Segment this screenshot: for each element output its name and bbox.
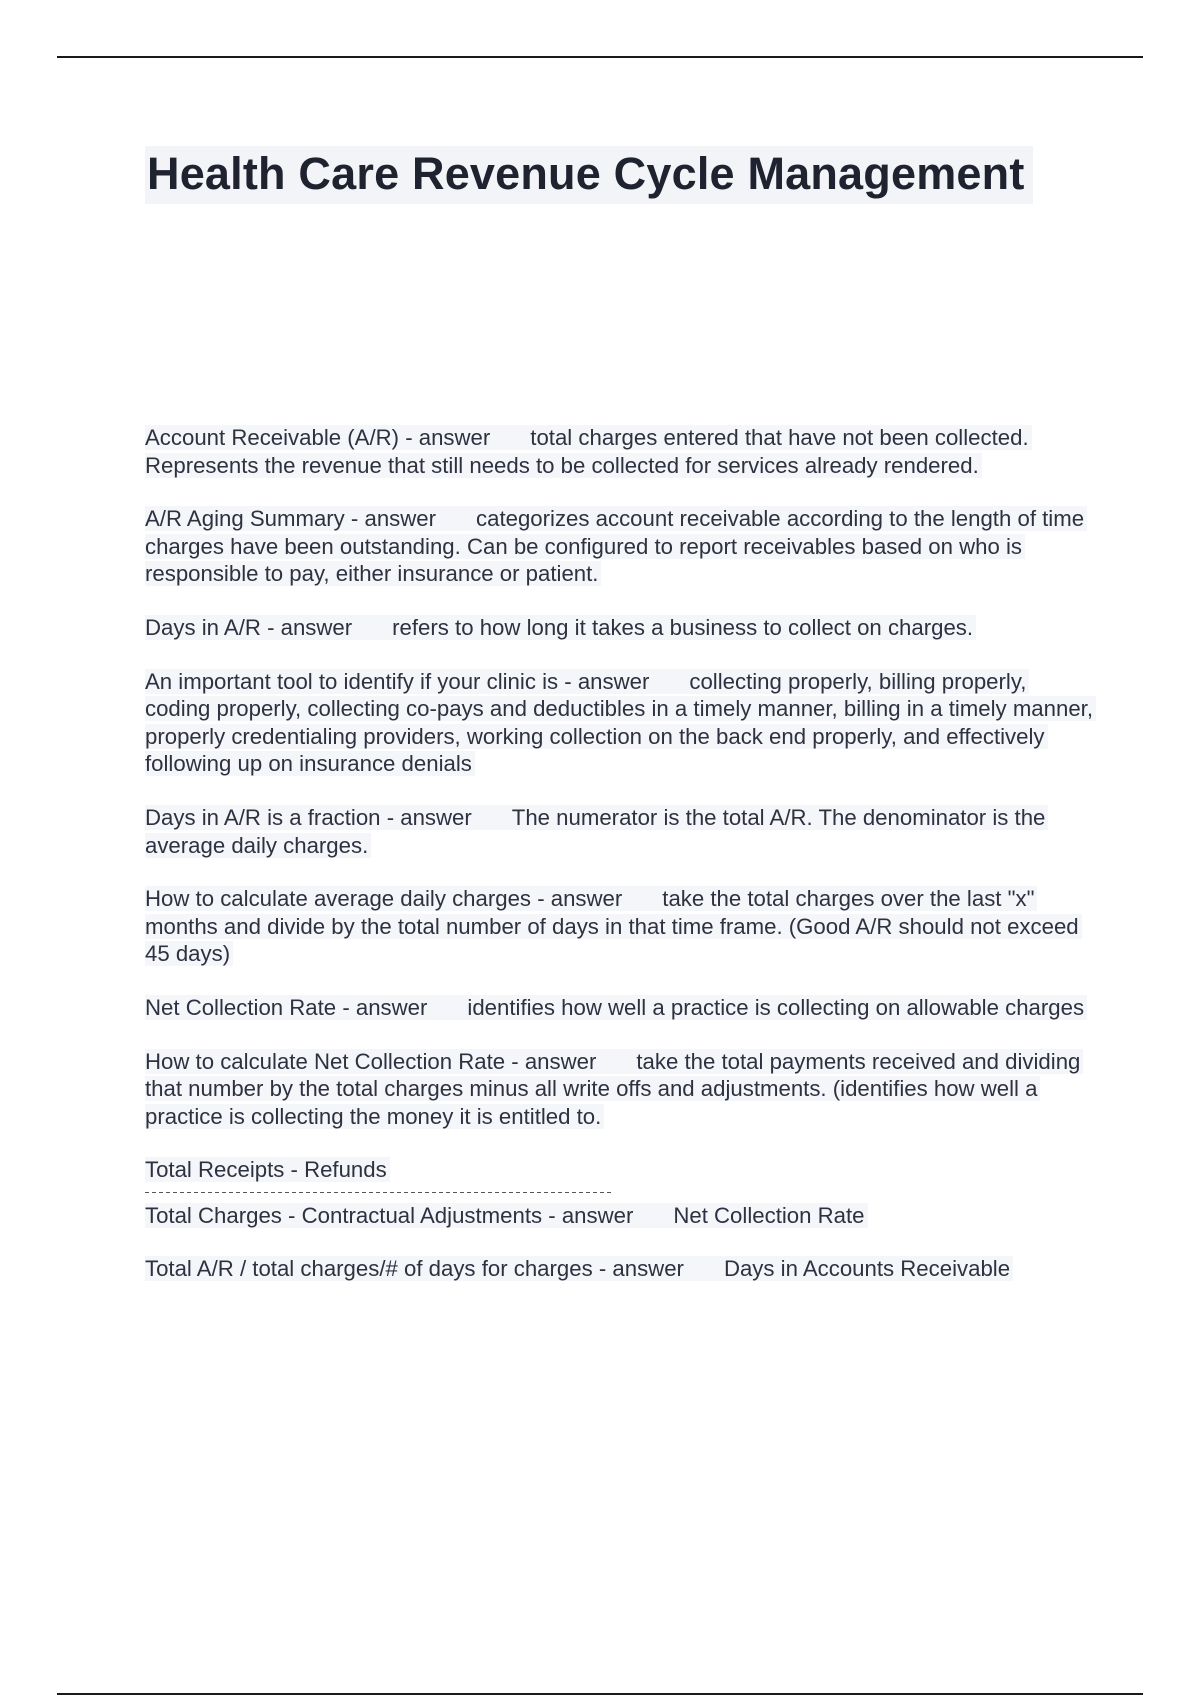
flashcard-entry <box>145 885 1095 968</box>
entry-definition: categorizes account receivable according to the length of time charges have been outstanding. Can be configured to report receivables based on who is responsible to pay, either insurance or patient. <box>145 506 1085 587</box>
entry-definition: take the total payments received and dividing that number by the total charges minus all write offs and adjustments. (identifies how well a practice is collecting the money it is entitled to. <box>145 1048 1081 1129</box>
flashcard-entry <box>145 1255 1095 1283</box>
entry-definition: Net Collection Rate <box>673 1202 865 1228</box>
entry-term: Days in A/R is a fraction - answer <box>145 804 472 830</box>
entry-term: Days in A/R - answer <box>145 614 353 640</box>
entry-term: A/R Aging Summary - answer <box>145 506 437 532</box>
flashcard-entry <box>145 614 1095 642</box>
entry-definition: total charges entered that have not been collected. Represents the revenue that still needs to be collected for services already rendered. <box>145 425 1029 478</box>
entry-term: How to calculate average daily charges - answer <box>145 886 623 912</box>
entry-term: Total A/R / total charges/# of days for charges - answer <box>145 1256 684 1282</box>
entry-term: Net Collection Rate - answer <box>145 994 428 1020</box>
fraction-divider <box>145 1186 613 1198</box>
bottom-rule <box>57 1693 1143 1695</box>
entry-term: How to calculate Net Collection Rate - answer <box>145 1048 597 1074</box>
fraction-denominator-term: Total Charges - Contractual Adjustments - answer <box>145 1202 634 1228</box>
flashcard-list <box>145 424 1095 1309</box>
flashcard-entry <box>145 668 1095 778</box>
flashcard-entry <box>145 424 1095 479</box>
flashcard-entry <box>145 505 1095 588</box>
entry-term: Account Receivable (A/R) - answer <box>145 425 491 450</box>
flashcard-entry <box>145 1048 1095 1131</box>
page-title: Health Care Revenue Cycle Management <box>145 146 1033 204</box>
top-rule <box>57 56 1143 58</box>
entry-definition: collecting properly, billing properly, coding properly, collecting co-pays and deductibles in a timely manner, billing in a timely manner, properly credentialing providers, working collection on the back end properly, and effectively following up on insurance denials <box>145 668 1093 777</box>
entry-definition: The numerator is the total A/R. The denominator is the average daily charges. <box>145 804 1046 858</box>
entry-definition: identifies how well a practice is collecting on allowable charges <box>467 994 1085 1020</box>
flashcard-entry <box>145 994 1095 1022</box>
fraction-entry <box>145 1156 1095 1229</box>
flashcard-entry <box>145 804 1095 859</box>
entry-definition: take the total charges over the last "x" months and divide by the total number of days in that time frame. (Good A/R should not exceed 45 days) <box>145 886 1079 967</box>
entry-term: An important tool to identify if your clinic is - answer <box>145 668 650 694</box>
fraction-numerator: Total Receipts - Refunds <box>145 1157 390 1182</box>
entry-definition: refers to how long it takes a business to collect on charges. <box>392 614 974 640</box>
entry-definition: Days in Accounts Receivable <box>723 1256 1011 1282</box>
